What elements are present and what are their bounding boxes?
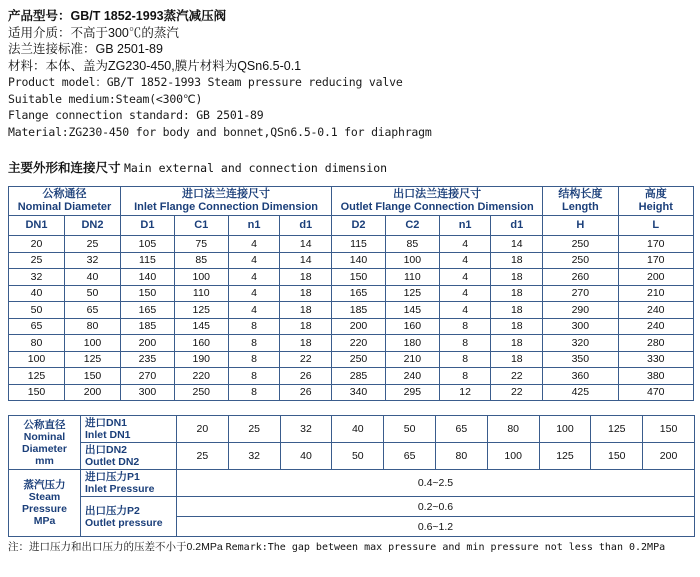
cell: 235 xyxy=(121,351,175,368)
table-header-sub-row xyxy=(9,216,694,236)
header-d1-hole-inlet: d1 xyxy=(280,216,332,236)
cell: 280 xyxy=(618,335,693,352)
pressure-diameter-table xyxy=(8,415,695,537)
cell: 170 xyxy=(618,252,693,269)
cell: 14 xyxy=(280,252,332,269)
cell: 145 xyxy=(385,302,439,319)
cell: 115 xyxy=(332,236,386,253)
label-steam-pressure-cn: 蒸汽压力 xyxy=(23,479,66,491)
spec-line-product-model-cn: 产品型号：GB/T 1852-1993蒸汽减压阀 xyxy=(8,9,227,23)
cell: 8 xyxy=(439,351,491,368)
cell: 8 xyxy=(228,318,280,335)
cell: 8 xyxy=(228,335,280,352)
header-height-en: Height xyxy=(638,201,673,213)
cell: 115 xyxy=(121,252,175,269)
cell: 210 xyxy=(618,285,693,302)
cell: 25 xyxy=(9,252,65,269)
cell: 100 xyxy=(9,351,65,368)
cell: 85 xyxy=(385,236,439,253)
header-outlet-flange xyxy=(332,187,543,216)
value-inlet-pressure: 0.4~2.5 xyxy=(177,470,695,497)
cell: 18 xyxy=(491,318,543,335)
dimension-table xyxy=(8,186,694,401)
cell: 150 xyxy=(332,269,386,286)
header-dn2: DN2 xyxy=(65,216,121,236)
cell: 4 xyxy=(228,252,280,269)
cell: 26 xyxy=(280,384,332,401)
cell: 32 xyxy=(280,416,332,443)
header-length-en: Length xyxy=(562,201,599,213)
label-nominal-diameter-en2: Diameter xyxy=(22,442,67,455)
cell: 32 xyxy=(9,269,65,286)
cell: 185 xyxy=(121,318,175,335)
cell: 40 xyxy=(332,416,384,443)
table-row xyxy=(9,252,694,269)
cell: 18 xyxy=(491,351,543,368)
header-dn1: DN1 xyxy=(9,216,65,236)
cell: 150 xyxy=(9,384,65,401)
cell: 380 xyxy=(618,368,693,385)
cell: 340 xyxy=(332,384,386,401)
header-inlet-flange-cn: 进口法兰连接尺寸 xyxy=(182,188,271,200)
header-outlet-flange-en: Outlet Flange Connection Dimension xyxy=(340,201,534,213)
cell: 4 xyxy=(439,252,491,269)
cell: 300 xyxy=(121,384,175,401)
section-title-cn: 主要外形和连接尺寸 xyxy=(8,161,124,175)
label-inlet-pressure-en: Inlet Pressure xyxy=(85,483,155,495)
cell: 4 xyxy=(228,285,280,302)
spec-line-flange-standard-en: Flange connection standard: GB 2501-89 xyxy=(8,108,264,122)
cell: 140 xyxy=(121,269,175,286)
cell: 200 xyxy=(618,269,693,286)
spec-line-medium-cn: 适用介质：不高于300℃的蒸汽 xyxy=(8,25,179,40)
cell: 100 xyxy=(539,416,591,443)
cell: 250 xyxy=(543,252,618,269)
label-steam-pressure xyxy=(9,470,81,537)
cell: 200 xyxy=(332,318,386,335)
section-title xyxy=(8,158,694,176)
cell: 295 xyxy=(385,384,439,401)
cell: 18 xyxy=(280,335,332,352)
table-row xyxy=(9,318,694,335)
header-l: L xyxy=(618,216,693,236)
cell: 65 xyxy=(435,416,487,443)
header-n1-outlet: n1 xyxy=(439,216,491,236)
cell: 25 xyxy=(228,416,280,443)
cell: 12 xyxy=(439,384,491,401)
cell: 32 xyxy=(228,443,280,470)
header-d1-hole-outlet: d1 xyxy=(491,216,543,236)
table-row xyxy=(9,269,694,286)
cell: 18 xyxy=(491,252,543,269)
cell: 40 xyxy=(65,269,121,286)
cell: 14 xyxy=(491,236,543,253)
spec-line-flange-standard-cn: 法兰连接标准：GB 2501-89 xyxy=(8,42,163,56)
cell: 260 xyxy=(543,269,618,286)
cell: 250 xyxy=(174,384,228,401)
cell: 220 xyxy=(174,368,228,385)
header-length-cn: 结构长度 xyxy=(558,188,603,200)
cell: 350 xyxy=(543,351,618,368)
cell: 200 xyxy=(65,384,121,401)
cell: 8 xyxy=(439,368,491,385)
inlet-pressure-row xyxy=(9,470,695,497)
table-row xyxy=(9,302,694,319)
header-nominal-diameter-en: Nominal Diameter xyxy=(17,201,112,213)
header-n1-inlet: n1 xyxy=(228,216,280,236)
cell: 220 xyxy=(332,335,386,352)
cell: 150 xyxy=(65,368,121,385)
cell: 110 xyxy=(385,269,439,286)
header-nominal-diameter xyxy=(9,187,121,216)
cell: 40 xyxy=(280,443,332,470)
cell: 85 xyxy=(174,252,228,269)
label-inlet-pressure xyxy=(81,470,177,497)
label-nominal-diameter-unit: mm xyxy=(35,454,54,467)
cell: 80 xyxy=(435,443,487,470)
header-c1-inlet: C1 xyxy=(174,216,228,236)
spec-line-material-en: Material:ZG230-450 for body and bonnet,QSn6.5-0.1 for diaphragm xyxy=(8,124,432,139)
cell: 125 xyxy=(539,443,591,470)
cell: 300 xyxy=(543,318,618,335)
cell: 4 xyxy=(439,269,491,286)
cell: 18 xyxy=(491,285,543,302)
table-row xyxy=(9,335,694,352)
header-h: H xyxy=(543,216,618,236)
cell: 200 xyxy=(643,443,695,470)
cell: 100 xyxy=(385,252,439,269)
cell: 320 xyxy=(543,335,618,352)
cell: 285 xyxy=(332,368,386,385)
cell: 240 xyxy=(618,318,693,335)
header-length xyxy=(543,187,618,216)
cell: 8 xyxy=(228,384,280,401)
table-note-cn: 注：进口压力和出口压力的压差不小于0.2MPa xyxy=(8,541,223,553)
cell: 75 xyxy=(174,236,228,253)
cell: 165 xyxy=(121,302,175,319)
cell: 8 xyxy=(439,318,491,335)
nominal-diameter-dn1-row xyxy=(9,416,695,443)
cell: 80 xyxy=(65,318,121,335)
label-inlet-dn1-en: Inlet DN1 xyxy=(85,429,131,441)
header-inlet-flange-en: Inlet Flange Connection Dimension xyxy=(134,201,319,213)
cell: 50 xyxy=(384,416,436,443)
label-outlet-pressure-en: Outlet pressure xyxy=(85,516,163,529)
cell: 125 xyxy=(65,351,121,368)
header-d1-inlet: D1 xyxy=(121,216,175,236)
label-outlet-pressure-cn: 出口压力P2 xyxy=(85,504,140,517)
table-header-group-row xyxy=(9,187,694,216)
cell: 150 xyxy=(591,443,643,470)
table-row xyxy=(9,368,694,385)
cell: 110 xyxy=(174,285,228,302)
cell: 470 xyxy=(618,384,693,401)
label-outlet-dn2-en: Outlet DN2 xyxy=(85,456,140,468)
cell: 200 xyxy=(121,335,175,352)
label-outlet-dn2-cn: 出口DN2 xyxy=(85,444,128,456)
cell: 250 xyxy=(543,236,618,253)
cell: 65 xyxy=(384,443,436,470)
cell: 18 xyxy=(491,335,543,352)
value-outlet-pressure-high: 0.6~1.2 xyxy=(177,517,695,537)
cell: 18 xyxy=(280,318,332,335)
label-inlet-pressure-cn: 进口压力P1 xyxy=(85,471,140,483)
cell: 8 xyxy=(439,335,491,352)
table-note xyxy=(8,541,694,554)
cell: 360 xyxy=(543,368,618,385)
cell: 4 xyxy=(228,302,280,319)
cell: 50 xyxy=(65,285,121,302)
spec-line-product-model-en: Product model：GB/T 1852-1993 Steam pressure reducing valve xyxy=(8,75,403,89)
cell: 185 xyxy=(332,302,386,319)
value-outlet-pressure-low: 0.2~0.6 xyxy=(177,497,695,517)
header-height xyxy=(618,187,693,216)
cell: 65 xyxy=(9,318,65,335)
label-nominal-diameter-cn: 公称直径 xyxy=(23,418,66,431)
cell: 80 xyxy=(487,416,539,443)
label-steam-pressure-en2: Pressure xyxy=(22,503,67,515)
table-row xyxy=(9,236,694,253)
cell: 25 xyxy=(177,443,229,470)
specification-header xyxy=(8,8,694,140)
cell: 125 xyxy=(174,302,228,319)
cell: 425 xyxy=(543,384,618,401)
header-c2-outlet: C2 xyxy=(385,216,439,236)
table-row xyxy=(9,384,694,401)
cell: 14 xyxy=(280,236,332,253)
header-d2-outlet: D2 xyxy=(332,216,386,236)
cell: 26 xyxy=(280,368,332,385)
cell: 22 xyxy=(280,351,332,368)
cell: 4 xyxy=(439,285,491,302)
header-nominal-diameter-cn: 公称通径 xyxy=(42,188,87,200)
cell: 18 xyxy=(280,285,332,302)
cell: 80 xyxy=(9,335,65,352)
cell: 330 xyxy=(618,351,693,368)
cell: 270 xyxy=(121,368,175,385)
header-height-cn: 高度 xyxy=(644,188,667,200)
label-steam-pressure-unit: MPa xyxy=(33,515,56,527)
nominal-diameter-dn2-row xyxy=(9,443,695,470)
cell: 4 xyxy=(439,302,491,319)
cell: 40 xyxy=(9,285,65,302)
cell: 8 xyxy=(228,351,280,368)
cell: 240 xyxy=(618,302,693,319)
cell: 100 xyxy=(65,335,121,352)
label-nominal-diameter-en1: Nominal xyxy=(23,430,66,443)
cell: 20 xyxy=(177,416,229,443)
cell: 165 xyxy=(332,285,386,302)
cell: 8 xyxy=(228,368,280,385)
cell: 290 xyxy=(543,302,618,319)
header-outlet-flange-cn: 出口法兰连接尺寸 xyxy=(393,188,482,200)
section-title-en: Main external and connection dimension xyxy=(123,161,388,175)
cell: 4 xyxy=(228,269,280,286)
outlet-pressure-row-1 xyxy=(9,497,695,517)
cell: 160 xyxy=(385,318,439,335)
header-inlet-flange xyxy=(121,187,332,216)
cell: 22 xyxy=(491,384,543,401)
label-inlet-dn1-cn: 进口DN1 xyxy=(85,417,128,429)
cell: 250 xyxy=(332,351,386,368)
cell: 50 xyxy=(332,443,384,470)
cell: 18 xyxy=(491,302,543,319)
cell: 100 xyxy=(487,443,539,470)
cell: 18 xyxy=(280,269,332,286)
cell: 145 xyxy=(174,318,228,335)
cell: 270 xyxy=(543,285,618,302)
label-outlet-dn2 xyxy=(81,443,177,470)
label-steam-pressure-en1: Steam xyxy=(28,491,61,503)
spec-line-material-cn: 材料：本体、盖为ZG230-450,膜片材料为QSn6.5-0.1 xyxy=(8,58,302,73)
cell: 150 xyxy=(643,416,695,443)
label-inlet-dn1 xyxy=(81,416,177,443)
label-nominal-diameter xyxy=(9,416,81,470)
cell: 170 xyxy=(618,236,693,253)
cell: 20 xyxy=(9,236,65,253)
cell: 25 xyxy=(65,236,121,253)
cell: 18 xyxy=(491,269,543,286)
label-outlet-pressure xyxy=(81,497,177,537)
cell: 4 xyxy=(439,236,491,253)
cell: 22 xyxy=(491,368,543,385)
cell: 180 xyxy=(385,335,439,352)
cell: 105 xyxy=(121,236,175,253)
spec-line-medium-en: Suitable medium:Steam(<300℃) xyxy=(8,91,203,106)
cell: 240 xyxy=(385,368,439,385)
table-row xyxy=(9,351,694,368)
cell: 210 xyxy=(385,351,439,368)
cell: 125 xyxy=(9,368,65,385)
cell: 18 xyxy=(280,302,332,319)
cell: 140 xyxy=(332,252,386,269)
cell: 160 xyxy=(174,335,228,352)
table-row xyxy=(9,285,694,302)
cell: 125 xyxy=(591,416,643,443)
cell: 50 xyxy=(9,302,65,319)
table-note-en: Remark:The gap between max pressure and min pressure not less than 0.2MPa xyxy=(225,542,666,553)
cell: 100 xyxy=(174,269,228,286)
cell: 150 xyxy=(121,285,175,302)
cell: 125 xyxy=(385,285,439,302)
cell: 65 xyxy=(65,302,121,319)
cell: 190 xyxy=(174,351,228,368)
cell: 4 xyxy=(228,236,280,253)
cell: 32 xyxy=(65,252,121,269)
